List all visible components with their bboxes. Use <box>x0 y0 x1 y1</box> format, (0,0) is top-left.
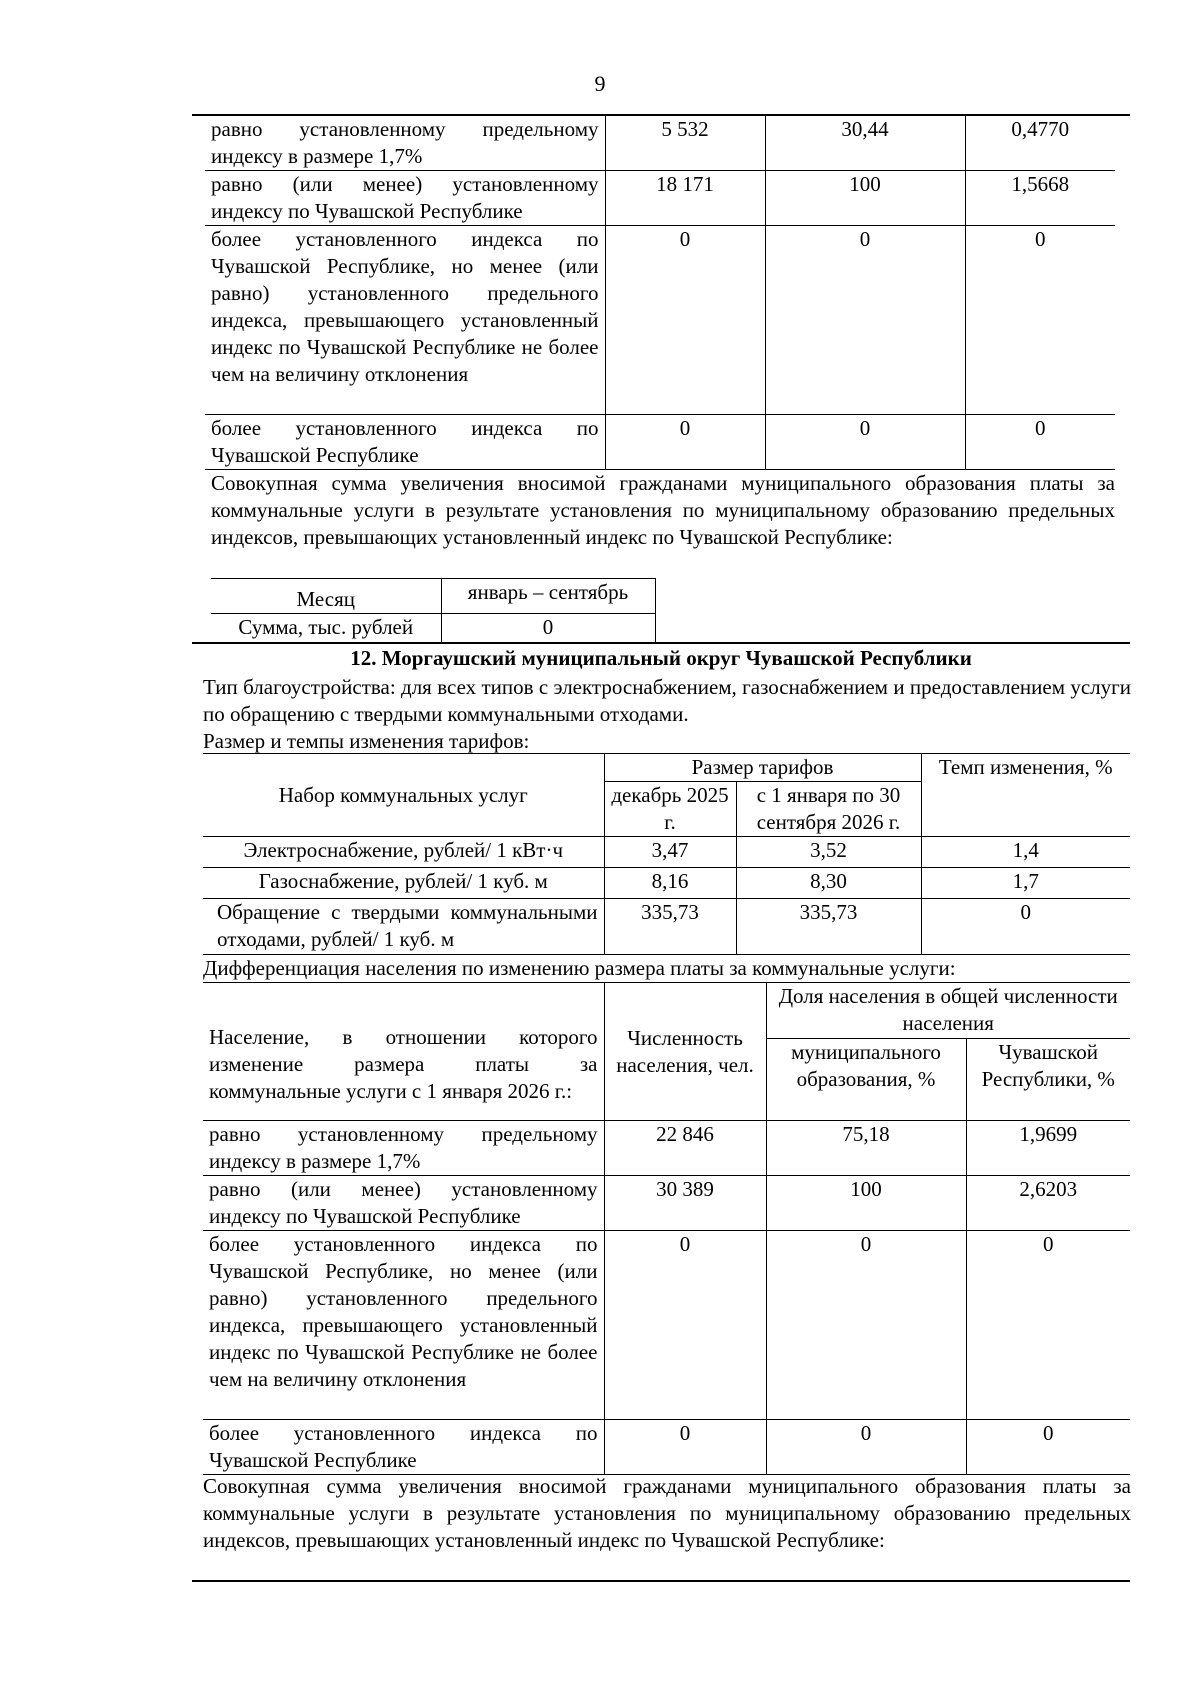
table-row <box>203 868 1130 899</box>
row-rep-share: 0 <box>966 1420 1130 1475</box>
table-row <box>203 1176 1130 1231</box>
tariff-rate: 1,4 <box>921 837 1130 868</box>
header-count: Численность населения, чел. <box>604 983 766 1121</box>
table-row <box>203 1121 1130 1176</box>
bottom-rule <box>192 1580 1130 1582</box>
tariff-jan: 335,73 <box>736 899 921 955</box>
tariff-jan: 8,30 <box>736 868 921 899</box>
tariff-rate: 0 <box>921 899 1130 955</box>
row-count: 0 <box>605 415 765 470</box>
table-row <box>203 1420 1130 1475</box>
section-rule <box>192 642 1130 644</box>
row-label: более установленного индекса по Чувашской Республике <box>203 1420 604 1475</box>
service-name: Обращение с твердыми коммунальными отходами, рублей/ 1 куб. м <box>203 899 604 955</box>
row-rep-share: 0 <box>965 415 1115 470</box>
service-name: Газоснабжение, рублей/ 1 куб. м <box>203 868 604 899</box>
table-row <box>203 899 1130 955</box>
header-dec: декабрь 2025 г. <box>604 782 736 837</box>
tariff-dec: 8,16 <box>604 868 736 899</box>
tariff-dec: 3,47 <box>604 837 736 868</box>
header-population: Население, в отношении которого изменение размера платы за коммунальные услуги с 1 января 2026 г.: <box>203 983 604 1121</box>
row-rep-share: 0 <box>965 226 1115 415</box>
total-text-1: Совокупная сумма увеличения вносимой гражданами муниципального образования платы за коммунальные услуги в результате установления по муниципальному образованию предельных индексов, превышающих установленный индекс по Чувашской Республике: <box>211 471 1115 549</box>
table-row <box>211 579 655 614</box>
row-mun-share: 100 <box>765 171 965 226</box>
table-row <box>203 837 1130 868</box>
row-rep-share: 1,5668 <box>965 171 1115 226</box>
row-count: 5 532 <box>605 116 765 171</box>
service-name: Электроснабжение, рублей/ 1 кВт·ч <box>203 837 604 868</box>
row-rep-share: 2,6203 <box>966 1176 1130 1231</box>
header-mun: муниципального образования, % <box>766 1039 966 1121</box>
row-count: 0 <box>604 1420 766 1475</box>
table-row <box>211 614 655 642</box>
row-mun-share: 0 <box>766 1231 966 1420</box>
row-label: более установленного индекса по Чувашской Республике <box>205 415 605 470</box>
header-size: Размер тарифов <box>604 754 921 782</box>
header-services: Набор коммунальных услуг <box>203 754 604 837</box>
sum-table <box>211 578 656 642</box>
header-share: Доля населения в общей численности населения <box>766 983 1130 1039</box>
row-count: 18 171 <box>605 171 765 226</box>
month-value: январь – сентябрь <box>441 579 655 614</box>
tariff-dec: 335,73 <box>604 899 736 955</box>
row-label: более установленного индекса по Чувашской Республике, но менее (или равно) установленного предельного индекса, превышающего установленный индекс по Чувашской Республике не более чем на величину отклонения <box>203 1231 604 1420</box>
row-count: 22 846 <box>604 1121 766 1176</box>
row-mun-share: 30,44 <box>765 116 965 171</box>
top-population-table <box>205 115 1115 470</box>
header-jan: с 1 января по 30 сентября 2026 г. <box>736 782 921 837</box>
row-label: равно установленному предельному индексу в размере 1,7% <box>205 116 605 171</box>
row-mun-share: 0 <box>765 226 965 415</box>
row-mun-share: 75,18 <box>766 1121 966 1176</box>
row-mun-share: 0 <box>766 1420 966 1475</box>
row-rep-share: 0 <box>966 1231 1130 1420</box>
tariff-table <box>203 753 1130 955</box>
row-label: равно установленному предельному индексу в размере 1,7% <box>203 1121 604 1176</box>
table-row <box>205 415 1115 470</box>
tariffs-caption: Размер и темпы изменения тарифов: <box>203 729 530 753</box>
sum-label: Сумма, тыс. рублей <box>211 614 441 642</box>
row-mun-share: 0 <box>765 415 965 470</box>
section-title: 12. Моргаушский муниципальный округ Чувашской Республики <box>350 646 972 670</box>
row-label: равно (или менее) установленному индексу по Чувашской Республике <box>203 1176 604 1231</box>
tariff-jan: 3,52 <box>736 837 921 868</box>
table-row <box>205 171 1115 226</box>
total-text-2: Совокупная сумма увеличения вносимой гражданами муниципального образования платы за коммунальные услуги в результате установления по муниципальному образованию предельных индексов, превышающих установленный индекс по Чувашской Республике: <box>203 1474 1131 1552</box>
row-count: 0 <box>604 1231 766 1420</box>
month-label: Месяц <box>211 579 441 614</box>
tariff-rate: 1,7 <box>921 868 1130 899</box>
diff-caption: Дифференциация населения по изменению размера платы за коммунальные услуги: <box>203 956 956 980</box>
sum-value: 0 <box>441 614 655 642</box>
table-row <box>205 226 1115 415</box>
table-row <box>203 1231 1130 1420</box>
page-number: 9 <box>594 71 606 96</box>
diff-population-table <box>203 982 1130 1475</box>
table-row <box>205 116 1115 171</box>
row-rep-share: 1,9699 <box>966 1121 1130 1176</box>
row-mun-share: 100 <box>766 1176 966 1231</box>
row-label: более установленного индекса по Чувашской Республике, но менее (или равно) установленного предельного индекса, превышающего установленный индекс по Чувашской Республике не более чем на величину отклонения <box>205 226 605 415</box>
row-count: 0 <box>605 226 765 415</box>
header-rate: Темп изменения, % <box>921 754 1130 837</box>
improvement-type: Тип благоустройства: для всех типов с электроснабжением, газоснабжением и предоставлением услуги по обращению с твердыми коммунальными отходами. <box>203 675 1131 726</box>
row-rep-share: 0,4770 <box>965 116 1115 171</box>
row-label: равно (или менее) установленному индексу по Чувашской Республике <box>205 171 605 226</box>
row-count: 30 389 <box>604 1176 766 1231</box>
header-rep: Чувашской Республики, % <box>966 1039 1130 1121</box>
